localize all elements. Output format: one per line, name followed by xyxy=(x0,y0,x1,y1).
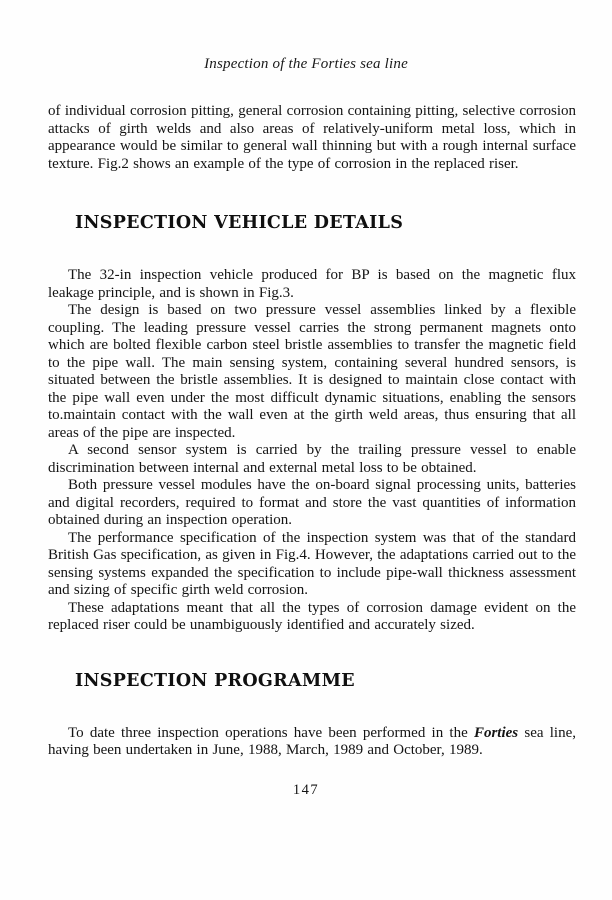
page-body xyxy=(48,103,576,760)
section-heading-inspection-programme: INSPECTION PROGRAMME xyxy=(75,670,355,691)
page-number: 147 xyxy=(292,781,320,798)
paragraph: The performance specification of the inspection system was that of the standard British Gas specification, as given in Fig.4. However, the adaptations carried out to the sensing systems expanded the specification to include pipe-wall thickness assessment and sizing of specific girth weld corrosion. xyxy=(48,529,576,598)
paragraph-text-before: To date three inspection operations have been performed in the xyxy=(68,724,474,741)
running-head: Inspection of the Forties sea line xyxy=(204,56,408,72)
paragraph: These adaptations meant that all the types of corrosion damage evident on the replaced riser could be unambiguously identified and accurately sized. xyxy=(48,599,576,633)
paragraph: A second sensor system is carried by the trailing pressure vessel to enable discrimination between internal and external metal loss to be obtained. xyxy=(48,442,576,476)
paragraph-text-after: sea line, having been undertaken in June, 1988, March, 1989 and October, 1989. xyxy=(48,724,576,758)
paragraph: Both pressure vessel modules have the on-board signal processing units, batteries and digital recorders, required to format and store the vast quantities of information obtained during an inspection operation. xyxy=(48,477,576,528)
paragraph: The design is based on two pressure vessel assemblies linked by a flexible coupling. The leading pressure vessel carries the strong permanent magnets onto which are bolted flexible carbon steel bristle assemblies to transfer the magnetic field to the pipe wall. The main sensing system, containing several hundred sensors, is situated between the bristle assemblies. It is designed to maintain close contact with the pipe wall even under the most difficult dynamic situations, enabling the sensors to.maintain contact with the wall even at the girth weld areas, thus ensuring that all areas of the pipe are inspected. xyxy=(48,302,576,441)
intro-paragraph: of individual corrosion pitting, general corrosion containing pitting, selective corrosion attacks of girth welds and also areas of relatively-uniform metal loss, which in appearance would be similar to general wall thinning but with a rough internal surface texture. Fig.2 shows an example of the type of corrosion in the replaced riser. xyxy=(48,103,576,172)
paragraph xyxy=(48,725,576,760)
paragraph: The 32-in inspection vehicle produced for BP is based on the magnetic flux leakage principle, and is shown in Fig.3. xyxy=(48,267,576,301)
section-heading-inspection-vehicle-details: INSPECTION VEHICLE DETAILS xyxy=(75,213,404,233)
forties-emphasis: Forties xyxy=(473,724,519,741)
